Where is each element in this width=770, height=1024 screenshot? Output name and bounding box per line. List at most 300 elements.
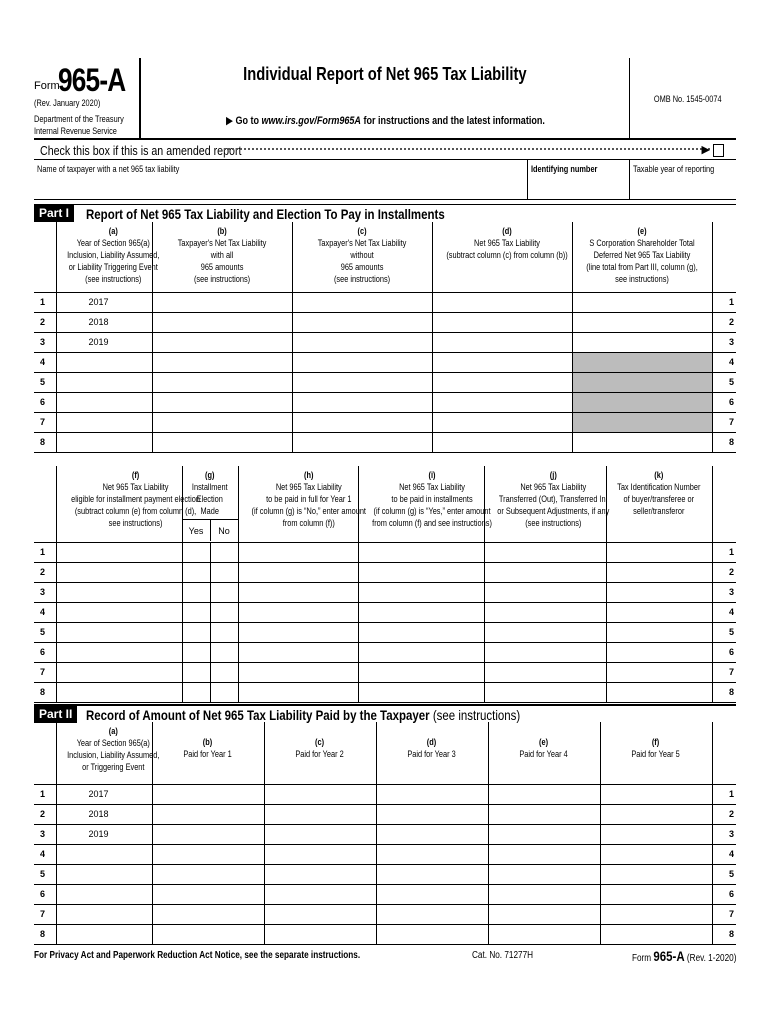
- column-header: [606, 466, 712, 542]
- amount-cell-g-yes[interactable]: [182, 682, 210, 702]
- part-2-tag: Part II: [34, 706, 77, 723]
- year-cell[interactable]: [56, 924, 152, 944]
- paid-cell-e[interactable]: [488, 864, 600, 884]
- column-header: [358, 466, 492, 542]
- line-number: 4: [34, 352, 56, 372]
- line-number: 6: [712, 392, 736, 412]
- paid-cell-c[interactable]: [264, 924, 376, 944]
- line-number: 2: [34, 562, 56, 582]
- column-letter: (a): [108, 226, 118, 236]
- line-number: 8: [712, 682, 736, 702]
- leader-dots: [224, 148, 710, 150]
- year-cell[interactable]: [56, 412, 152, 432]
- table-row: [34, 312, 736, 332]
- tax-year-label: Taxable year of reporting: [633, 164, 715, 174]
- year-cell[interactable]: 2019: [56, 332, 152, 352]
- amount-cell-g-no[interactable]: [210, 682, 238, 702]
- amount-cell-j[interactable]: [484, 682, 606, 702]
- table-row: [34, 864, 736, 884]
- paid-cell-c[interactable]: [264, 804, 376, 824]
- column-header-text: Paid for Year 5: [631, 749, 681, 759]
- column-header-text: Year of Section 965(a): [76, 738, 150, 748]
- paid-cell-c[interactable]: [264, 784, 376, 804]
- paid-cell-f[interactable]: [600, 844, 712, 864]
- taxpayer-name-cell: [34, 160, 528, 200]
- line-number: 5: [34, 622, 56, 642]
- amount-cell-i[interactable]: [358, 662, 484, 682]
- year-cell[interactable]: [56, 352, 152, 372]
- identifying-number-label: Identifying number: [531, 164, 598, 174]
- amount-cell-g-no[interactable]: [210, 662, 238, 682]
- table-row: [34, 602, 736, 622]
- amount-cell-c[interactable]: [292, 352, 432, 372]
- column-header-text: Inclusion, Liability Assumed,: [66, 750, 159, 760]
- paid-cell-c[interactable]: [264, 844, 376, 864]
- form-revision: (Rev. January 2020): [34, 98, 101, 108]
- amount-cell-g-yes[interactable]: [182, 662, 210, 682]
- paid-cell-c[interactable]: [264, 884, 376, 904]
- line-number-header: [34, 722, 56, 784]
- agency-block: [34, 113, 144, 137]
- amount-cell-b[interactable]: [152, 392, 292, 412]
- paid-cell-d[interactable]: [376, 904, 488, 924]
- amount-cell-g-no[interactable]: [210, 602, 238, 622]
- amended-checkbox[interactable]: [713, 144, 724, 157]
- column-header-text: Paid for Year 2: [295, 749, 345, 759]
- amount-cell-d[interactable]: [432, 412, 572, 432]
- paid-cell-f[interactable]: [600, 884, 712, 904]
- column-header-text: with all: [210, 250, 234, 260]
- amount-cell-k[interactable]: [606, 582, 712, 602]
- no-header: No: [218, 526, 230, 536]
- line-number: 7: [34, 904, 56, 924]
- amount-cell-d[interactable]: [432, 432, 572, 452]
- footer-revision: (Rev. 1-2020): [686, 953, 736, 964]
- amount-cell-k[interactable]: [606, 542, 712, 562]
- column-header-text: (see instructions): [193, 274, 251, 284]
- taxpayer-info-row: [34, 160, 736, 200]
- column-header-text: Inclusion, Liability Assumed,: [66, 250, 159, 260]
- part-1-tag: Part I: [34, 205, 74, 222]
- year-cell[interactable]: 2017: [56, 784, 152, 804]
- column-header-text: 965 amounts: [200, 262, 244, 272]
- footer-form-word: Form: [631, 953, 651, 964]
- column-header-text: or Subsequent Adjustments, if any: [496, 506, 609, 516]
- amount-cell-j[interactable]: [484, 562, 606, 582]
- amount-cell-k[interactable]: [606, 682, 712, 702]
- column-letter: (b): [217, 226, 227, 236]
- paid-cell-e[interactable]: [488, 924, 600, 944]
- amount-cell-c[interactable]: [292, 432, 432, 452]
- amount-cell-b[interactable]: [152, 352, 292, 372]
- amount-cell-b[interactable]: [152, 432, 292, 452]
- table-row: [34, 924, 736, 944]
- footer-form-id: [631, 948, 736, 964]
- paid-cell-f[interactable]: [600, 824, 712, 844]
- instructions-link[interactable]: www.irs.gov/Form965A: [261, 115, 361, 127]
- column-header-text: or Triggering Event: [81, 762, 144, 772]
- tax-year-field[interactable]: [633, 181, 733, 197]
- year-cell[interactable]: [56, 432, 152, 452]
- column-header: [432, 222, 572, 292]
- column-header-text: see instructions): [108, 518, 162, 528]
- omb-block: [629, 58, 736, 140]
- department-name: Department of the Treasury: [34, 114, 124, 124]
- year-cell[interactable]: [56, 844, 152, 864]
- triangle-right-icon: ▶: [701, 144, 710, 156]
- paid-cell-d[interactable]: [376, 864, 488, 884]
- table-row: [34, 392, 736, 412]
- amount-cell-j[interactable]: [484, 582, 606, 602]
- line-number: 1: [34, 542, 56, 562]
- paid-cell-f[interactable]: [600, 864, 712, 884]
- column-header-text: see instructions): [615, 274, 669, 284]
- amount-cell-d[interactable]: [432, 372, 572, 392]
- privacy-notice: For Privacy Act and Paperwork Reduction Act Notice, see the separate instructions.: [34, 950, 361, 961]
- column-header-text: Taxpayer's Net Tax Liability: [177, 238, 267, 248]
- amount-cell-f[interactable]: [56, 582, 182, 602]
- line-number: 3: [34, 824, 56, 844]
- paid-cell-e[interactable]: [488, 904, 600, 924]
- amended-row: [34, 142, 736, 160]
- paid-cell-d[interactable]: [376, 804, 488, 824]
- paid-cell-b[interactable]: [152, 924, 264, 944]
- column-letter: (d): [427, 737, 437, 747]
- table-row: [34, 824, 736, 844]
- amount-cell-f[interactable]: [56, 622, 182, 642]
- paid-cell-e[interactable]: [488, 784, 600, 804]
- amount-cell-c[interactable]: [292, 332, 432, 352]
- line-number: 6: [34, 392, 56, 412]
- table-row: [34, 622, 736, 642]
- amount-cell-j[interactable]: [484, 542, 606, 562]
- triangle-right-icon: ▶: [225, 115, 233, 127]
- year-cell[interactable]: 2019: [56, 824, 152, 844]
- amount-cell-i[interactable]: [358, 642, 484, 662]
- amount-cell-h[interactable]: [238, 582, 358, 602]
- column-letter: (g): [205, 470, 215, 480]
- year-cell[interactable]: [56, 884, 152, 904]
- amount-cell-h[interactable]: [238, 642, 358, 662]
- line-number-header: [34, 222, 56, 292]
- amount-cell-i[interactable]: [358, 562, 484, 582]
- line-number: 4: [712, 844, 736, 864]
- part-1-title: Report of Net 965 Tax Liability and Election To Pay in Installments: [86, 206, 445, 222]
- part-1-header: [34, 204, 736, 222]
- table-row: [34, 332, 736, 352]
- paid-cell-e[interactable]: [488, 844, 600, 864]
- taxpayer-name-label: Name of taxpayer with a net 965 tax liability: [37, 164, 180, 174]
- column-header: [376, 722, 488, 784]
- column-header: [56, 222, 159, 292]
- amount-cell-e: [572, 372, 712, 392]
- form-title-block: [141, 58, 629, 140]
- paid-cell-f[interactable]: [600, 804, 712, 824]
- column-header-text: Paid for Year 3: [407, 749, 457, 759]
- amount-cell-e[interactable]: [572, 432, 712, 452]
- table-row: [34, 784, 736, 804]
- amount-cell-g-yes[interactable]: [182, 542, 210, 562]
- yes-header: Yes: [183, 520, 211, 541]
- part-1-table-1: [34, 222, 736, 453]
- column-header-text: seller/transferor: [633, 506, 685, 516]
- column-header-text: (if column (g) is “No,” enter amount: [251, 506, 366, 516]
- paid-cell-d[interactable]: [376, 824, 488, 844]
- amount-cell-g-yes[interactable]: [182, 602, 210, 622]
- amount-cell-h[interactable]: [238, 542, 358, 562]
- part-2-title: Record of Amount of Net 965 Tax Liability Paid by the Taxpayer: [86, 707, 430, 723]
- column-header-text: Net 965 Tax Liability: [398, 482, 465, 492]
- year-cell[interactable]: 2018: [56, 804, 152, 824]
- line-number-header: [712, 722, 736, 784]
- amount-cell-b[interactable]: [152, 292, 292, 312]
- amount-cell-h[interactable]: [238, 662, 358, 682]
- column-letter: (f): [652, 737, 660, 747]
- column-header-text: (subtract column (c) from column (b)): [445, 250, 568, 260]
- amount-cell-g-yes[interactable]: [182, 562, 210, 582]
- amount-cell-e[interactable]: [572, 312, 712, 332]
- year-cell[interactable]: 2017: [56, 292, 152, 312]
- column-header-text: Paid for Year 4: [519, 749, 569, 759]
- amount-cell-e[interactable]: [572, 292, 712, 312]
- amount-cell-k[interactable]: [606, 602, 712, 622]
- column-header-text: Taxpayer's Net Tax Liability: [317, 238, 407, 248]
- column-header-text: Installment: [192, 482, 228, 492]
- amount-cell-g-no[interactable]: [210, 622, 238, 642]
- table-row: [34, 372, 736, 392]
- table-row: [34, 412, 736, 432]
- instructions-line: [141, 114, 629, 127]
- part-2-table: [34, 722, 736, 945]
- table-header-row: [34, 466, 736, 542]
- amount-cell-b[interactable]: [152, 412, 292, 432]
- table-row: [34, 904, 736, 924]
- amount-cell-b[interactable]: [152, 332, 292, 352]
- line-number: 5: [712, 864, 736, 884]
- line-number: 6: [712, 642, 736, 662]
- paid-cell-b[interactable]: [152, 884, 264, 904]
- line-number: 1: [34, 784, 56, 804]
- line-number: 4: [34, 844, 56, 864]
- footer-form-number: 965-A: [652, 948, 685, 964]
- column-header-text: Election: [196, 494, 224, 504]
- paid-cell-c[interactable]: [264, 824, 376, 844]
- amount-cell-k[interactable]: [606, 622, 712, 642]
- amount-cell-j[interactable]: [484, 642, 606, 662]
- amount-cell-j[interactable]: [484, 602, 606, 622]
- paid-cell-d[interactable]: [376, 924, 488, 944]
- column-header-text: Transferred (Out), Transferred In,: [498, 494, 608, 504]
- amount-cell-g-no[interactable]: [210, 582, 238, 602]
- column-header-text: (if column (g) is “Yes,” enter amount: [373, 506, 491, 516]
- column-header-text: Made: [200, 506, 220, 516]
- line-number: 4: [712, 602, 736, 622]
- table-row: [34, 844, 736, 864]
- service-name: Internal Revenue Service: [34, 126, 117, 136]
- paid-cell-f[interactable]: [600, 904, 712, 924]
- table-header-row: [34, 722, 736, 784]
- paid-cell-e[interactable]: [488, 824, 600, 844]
- amount-cell-i[interactable]: [358, 682, 484, 702]
- amount-cell-d[interactable]: [432, 332, 572, 352]
- paid-cell-b[interactable]: [152, 844, 264, 864]
- paid-cell-c[interactable]: [264, 904, 376, 924]
- line-number: 6: [712, 884, 736, 904]
- paid-cell-b[interactable]: [152, 904, 264, 924]
- amount-cell-j[interactable]: [484, 622, 606, 642]
- line-number: 7: [712, 412, 736, 432]
- line-number: 7: [34, 662, 56, 682]
- paid-cell-b[interactable]: [152, 824, 264, 844]
- identifying-number-cell: [528, 160, 630, 200]
- catalog-number: Cat. No. 71277H: [472, 950, 534, 961]
- paid-cell-e[interactable]: [488, 804, 600, 824]
- amount-cell-f[interactable]: [56, 542, 182, 562]
- part-2-title-note: (see instructions): [432, 707, 521, 723]
- paid-cell-d[interactable]: [376, 784, 488, 804]
- amount-cell-c[interactable]: [292, 392, 432, 412]
- amount-cell-g-no[interactable]: [210, 562, 238, 582]
- amount-cell-k[interactable]: [606, 662, 712, 682]
- omb-number: OMB No. 1545-0074: [654, 94, 722, 104]
- line-number: 5: [712, 622, 736, 642]
- column-letter: (c): [315, 737, 325, 747]
- table-row: [34, 642, 736, 662]
- line-number: 8: [712, 432, 736, 452]
- column-header-text: without: [350, 250, 374, 260]
- amount-cell-d[interactable]: [432, 312, 572, 332]
- amount-cell-h[interactable]: [238, 622, 358, 642]
- amount-cell-f[interactable]: [56, 602, 182, 622]
- line-number-header: [712, 466, 736, 542]
- table-row: [34, 582, 736, 602]
- amount-cell-k[interactable]: [606, 642, 712, 662]
- amount-cell-k[interactable]: [606, 562, 712, 582]
- paid-cell-d[interactable]: [376, 884, 488, 904]
- line-number-header: [34, 466, 56, 542]
- amount-cell-b[interactable]: [152, 312, 292, 332]
- amount-cell-f[interactable]: [56, 642, 182, 662]
- column-header-text: S Corporation Shareholder Total: [589, 238, 695, 248]
- column-header: [152, 222, 292, 292]
- part-1-table-2: [34, 466, 736, 703]
- column-header-text: Year of Section 965(a): [76, 238, 150, 248]
- paid-cell-f[interactable]: [600, 784, 712, 804]
- column-header: [264, 722, 376, 784]
- amount-cell-g-yes[interactable]: [182, 582, 210, 602]
- paid-cell-b[interactable]: [152, 864, 264, 884]
- amount-cell-f[interactable]: [56, 662, 182, 682]
- paid-cell-d[interactable]: [376, 844, 488, 864]
- table-row: [34, 352, 736, 372]
- amount-cell-g-no[interactable]: [210, 642, 238, 662]
- amount-cell-i[interactable]: [358, 622, 484, 642]
- amount-cell-c[interactable]: [292, 372, 432, 392]
- amount-cell-b[interactable]: [152, 372, 292, 392]
- column-header-text: (see instructions): [84, 274, 141, 284]
- amount-cell-i[interactable]: [358, 602, 484, 622]
- amount-cell-h[interactable]: [238, 602, 358, 622]
- column-letter: (j): [549, 470, 557, 480]
- amount-cell-c[interactable]: [292, 412, 432, 432]
- amount-cell-j[interactable]: [484, 662, 606, 682]
- column-header-text: 965 amounts: [340, 262, 384, 272]
- line-number: 8: [34, 432, 56, 452]
- amount-cell-e: [572, 352, 712, 372]
- form-word: Form: [34, 80, 60, 92]
- amount-cell-g-yes[interactable]: [182, 622, 210, 642]
- line-number: 7: [712, 904, 736, 924]
- table-row: [34, 432, 736, 452]
- line-number: 2: [34, 312, 56, 332]
- paid-cell-e[interactable]: [488, 884, 600, 904]
- form-id-block: [34, 58, 141, 140]
- year-cell[interactable]: [56, 864, 152, 884]
- year-cell[interactable]: [56, 392, 152, 412]
- paid-cell-f[interactable]: [600, 924, 712, 944]
- column-header-text: (line total from Part III, column (g),: [586, 262, 698, 272]
- amount-cell-e[interactable]: [572, 332, 712, 352]
- column-header: [56, 722, 159, 784]
- amount-cell-g-yes[interactable]: [182, 642, 210, 662]
- year-cell[interactable]: [56, 904, 152, 924]
- amount-cell-d[interactable]: [432, 352, 572, 372]
- form-number: 965-A: [58, 62, 126, 98]
- year-cell[interactable]: [56, 372, 152, 392]
- tax-year-cell: [630, 160, 736, 200]
- column-letter: (b): [203, 737, 213, 747]
- amount-cell-d[interactable]: [432, 292, 572, 312]
- amount-cell-d[interactable]: [432, 392, 572, 412]
- column-header: [488, 722, 600, 784]
- table-row: [34, 884, 736, 904]
- amount-cell-f[interactable]: [56, 682, 182, 702]
- table-row: [34, 562, 736, 582]
- amount-cell-h[interactable]: [238, 682, 358, 702]
- column-letter: (a): [108, 726, 118, 736]
- year-cell[interactable]: 2018: [56, 312, 152, 332]
- paid-cell-b[interactable]: [152, 784, 264, 804]
- amount-cell-g-no[interactable]: [210, 542, 238, 562]
- amount-cell-h[interactable]: [238, 562, 358, 582]
- amount-cell-f[interactable]: [56, 562, 182, 582]
- line-number: 4: [712, 352, 736, 372]
- amount-cell-i[interactable]: [358, 542, 484, 562]
- line-number: 3: [712, 332, 736, 352]
- table-row: [34, 292, 736, 312]
- column-letter: (h): [303, 470, 313, 480]
- identifying-number-field[interactable]: [531, 181, 627, 197]
- amount-cell-c[interactable]: [292, 292, 432, 312]
- goto-prefix: Go to: [235, 115, 259, 127]
- line-number: 6: [34, 642, 56, 662]
- paid-cell-c[interactable]: [264, 864, 376, 884]
- line-number: 1: [712, 292, 736, 312]
- line-number: 5: [34, 372, 56, 392]
- line-number: 2: [712, 804, 736, 824]
- column-letter: (e): [539, 737, 549, 747]
- column-header-text: Deferred Net 965 Tax Liability: [593, 250, 691, 260]
- column-letter: (f): [131, 470, 139, 480]
- taxpayer-name-field[interactable]: [37, 181, 517, 197]
- column-header-text: Net 965 Tax Liability: [519, 482, 586, 492]
- paid-cell-b[interactable]: [152, 804, 264, 824]
- amount-cell-i[interactable]: [358, 582, 484, 602]
- line-number: 3: [34, 332, 56, 352]
- line-number: 3: [712, 582, 736, 602]
- column-header-text: Net 965 Tax Liability: [102, 482, 169, 492]
- amount-cell-c[interactable]: [292, 312, 432, 332]
